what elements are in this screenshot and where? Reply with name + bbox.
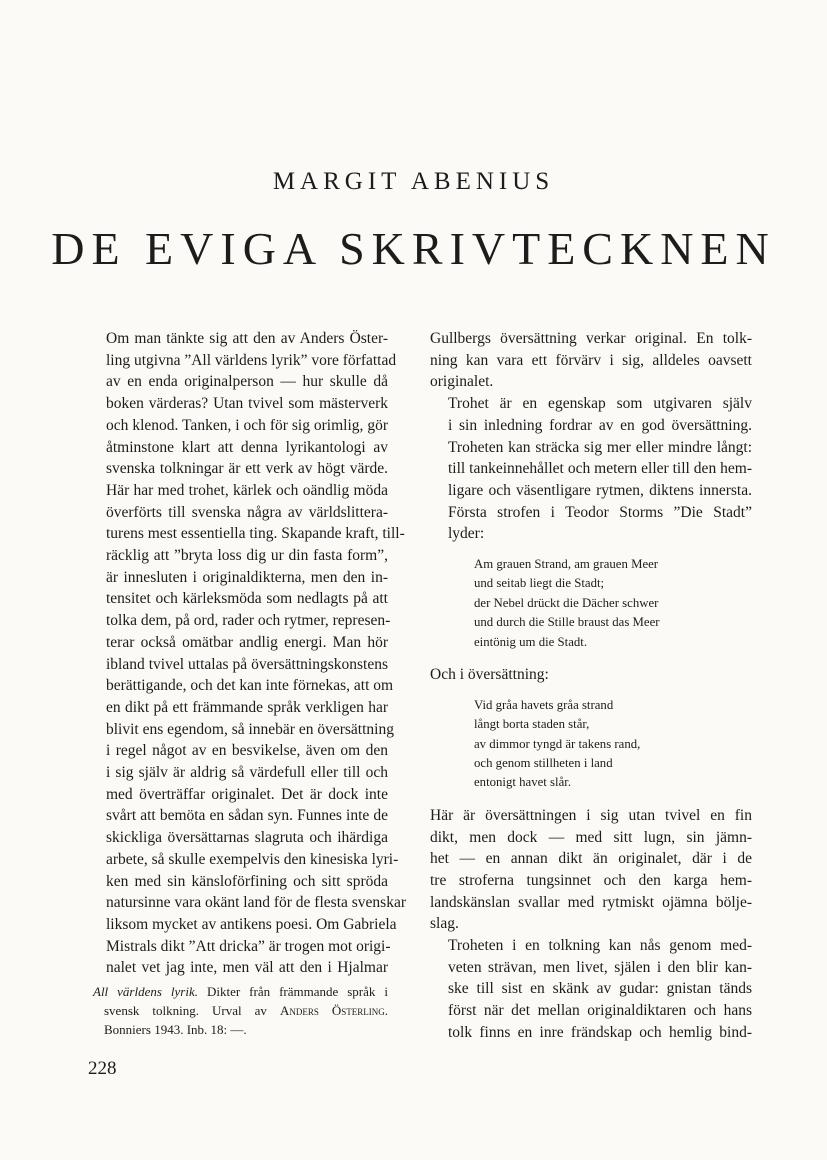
text-line: tolk finns en inre frändskap och hemlig bind- <box>448 1023 752 1041</box>
poem-line: und durch die Stille braust das Meer <box>474 615 660 630</box>
footnote-line <box>88 1001 388 1020</box>
text-line: ken med sin känsloförfining och sitt spröda <box>106 872 388 890</box>
text-line: boken värderas? Utan tvivel som mästerverk <box>106 395 388 413</box>
right-paragraph-1 <box>430 328 752 393</box>
text-line: en dikt på ett främmande språk verkligen har <box>106 698 388 716</box>
text-line: först när det mellan originaldiktaren och hans <box>448 1002 752 1020</box>
text-line: Om man tänkte sig att den av Anders Öster- <box>106 330 388 347</box>
text-line: ibland tvivel uttalas på översättningskonstens <box>106 655 388 673</box>
poem-intro-line: Och i översättning: <box>430 666 549 684</box>
poem-line: eintönig um die Stadt. <box>474 634 588 649</box>
text-line: turens mest essentiella ting. Skapande kraft, till- <box>106 525 405 543</box>
author-name: MARGIT ABENIUS <box>272 168 555 195</box>
text-line: svårt att bemöta en sådan syn. Funnes inte de <box>106 807 388 825</box>
poem-line: Vid gråa havets gråa strand <box>474 697 614 712</box>
right-paragraph-3 <box>430 805 752 935</box>
left-paragraph <box>88 328 406 979</box>
text-line: Troheten kan sträcka sig mer eller mindre långt: <box>448 438 752 456</box>
text-line: blivit ens egendom, så innebär en översättning <box>106 720 394 738</box>
text-line: terar också omätbar andlig energi. Man hör <box>106 633 388 651</box>
text-line: landskänslan svallar med rytmiskt ojämna bölje- <box>430 893 752 911</box>
footnote-text: svensk tolkning. Urval av <box>104 1003 280 1018</box>
text-line: i sig själv är aldrig så värdefull eller till och <box>106 764 388 782</box>
poem-line: der Nebel drückt die Dächer schwer <box>474 595 659 610</box>
text-line: nalet vet jag inte, men väl att den i Hjalmar <box>106 959 388 977</box>
text-line: Första strofen i Teodor Storms ”Die Stadt” <box>448 503 752 521</box>
text-line: dikt, men dock — med sitt lugn, sin jämn- <box>430 828 752 846</box>
right-paragraph-2 <box>430 393 752 545</box>
text-line: överförts till svenska några av världslittera- <box>106 503 388 521</box>
poem-line: entonigt havet slår. <box>474 775 572 790</box>
text-line: tolka dem, på ord, rader och rytmer, represen- <box>106 612 391 630</box>
poem-line: av dimmor tyngd är takens rand, <box>474 736 641 751</box>
text-line: lyder: <box>448 525 485 543</box>
poem-line: långt borta staden står, <box>474 717 590 732</box>
text-line: Mistrals dikt ”Att dricka” är trogen mot origi- <box>106 937 391 955</box>
right-column <box>430 328 752 1044</box>
footnote-book-title: All världens lyrik. <box>93 984 198 999</box>
poem-intro <box>430 664 752 686</box>
text-line: Gullbergs översättning verkar original. En tolk- <box>430 330 752 347</box>
text-line: Trohet är en egenskap som utgivaren själv <box>448 395 752 413</box>
poem-line: und seitab liegt die Stadt; <box>474 576 605 591</box>
text-line: till tankeinnehållet och metern eller till den hem- <box>448 460 752 478</box>
text-line: Här är översättningen i sig utan tvivel en fin <box>430 806 752 824</box>
text-line: Här har med trohet, kärlek och oändlig möda <box>106 481 388 499</box>
text-line: ligare och väsentligare rytmen, diktens innersta. <box>448 481 752 499</box>
text-line: räcklig att ”bryta loss dig ur din fasta form”, <box>106 547 388 565</box>
poem-line: Am grauen Strand, am grauen Meer <box>474 557 659 572</box>
text-line: veten strävan, men livet, själen i den blir kan- <box>448 958 752 976</box>
text-line: berättigande, och det kan inte förnekas, att om <box>106 677 394 695</box>
text-line: Troheten i en tolkning kan nås genom med- <box>448 937 752 955</box>
left-column <box>88 328 406 979</box>
poem-original <box>474 555 752 652</box>
text-line: med överträffar originalet. Det är dock inte <box>106 785 388 803</box>
text-line: ning kan vara ett förvärv i sig, alldeles oavsett <box>430 351 752 369</box>
text-line: av en enda originalperson — hur skulle då <box>106 373 388 391</box>
footnote <box>88 982 388 1039</box>
text-line: het — en annan dikt än originalet, där i de <box>430 850 752 868</box>
text-line: tre stroferna tungsinnet och den karga hem- <box>430 871 752 889</box>
page-number: 228 <box>88 1058 117 1079</box>
text-line: natursinne vara okänt land för de flesta svenskar <box>106 894 406 912</box>
text-line: skickliga översättarnas slagruta och ihärdiga <box>106 829 388 847</box>
poem-translation <box>474 696 752 793</box>
footnote-text: Dikter från främmande språk i <box>197 984 388 999</box>
text-line: liksom mycket av antikens poesi. Om Gabriela <box>106 915 397 933</box>
text-line: ske till sist en skänk av gudar: gnistan tänds <box>448 980 752 998</box>
text-line: slag. <box>430 915 459 933</box>
text-line: originalet. <box>430 373 494 391</box>
text-line: i sin inledning fordrar av en god översättning. <box>448 416 752 434</box>
text-line: och klenod. Tanken, i och för sig orimlig, gör <box>106 416 388 434</box>
text-line: svenska tolkningar är ett verk av högt värde. <box>106 460 388 478</box>
poem-line: och genom stillheten i land <box>474 755 613 770</box>
text-line: ling utgivna ”All världens lyrik” vore författad <box>106 351 397 369</box>
article-title: DE EVIGA SKRIVTECKNEN <box>51 223 776 274</box>
footnote-line <box>88 982 388 1001</box>
text-line: är innesluten i originaldikterna, men den in- <box>106 568 388 586</box>
right-paragraph-4 <box>430 935 752 1044</box>
text-line: i regel något av en besvikelse, även om den <box>106 742 388 760</box>
text-line: arbete, så skulle exempelvis den kinesiska lyri- <box>106 850 399 868</box>
text-line: åtminstone klart att denna lyrikantologi av <box>106 438 388 456</box>
footnote-line: Bonniers 1943. Inb. 18: —. <box>104 1022 247 1037</box>
text-line: tensitet och kärleksmöda som nedlagts på att <box>106 590 388 608</box>
footnote-editor: Anders Österling. <box>279 1003 389 1018</box>
